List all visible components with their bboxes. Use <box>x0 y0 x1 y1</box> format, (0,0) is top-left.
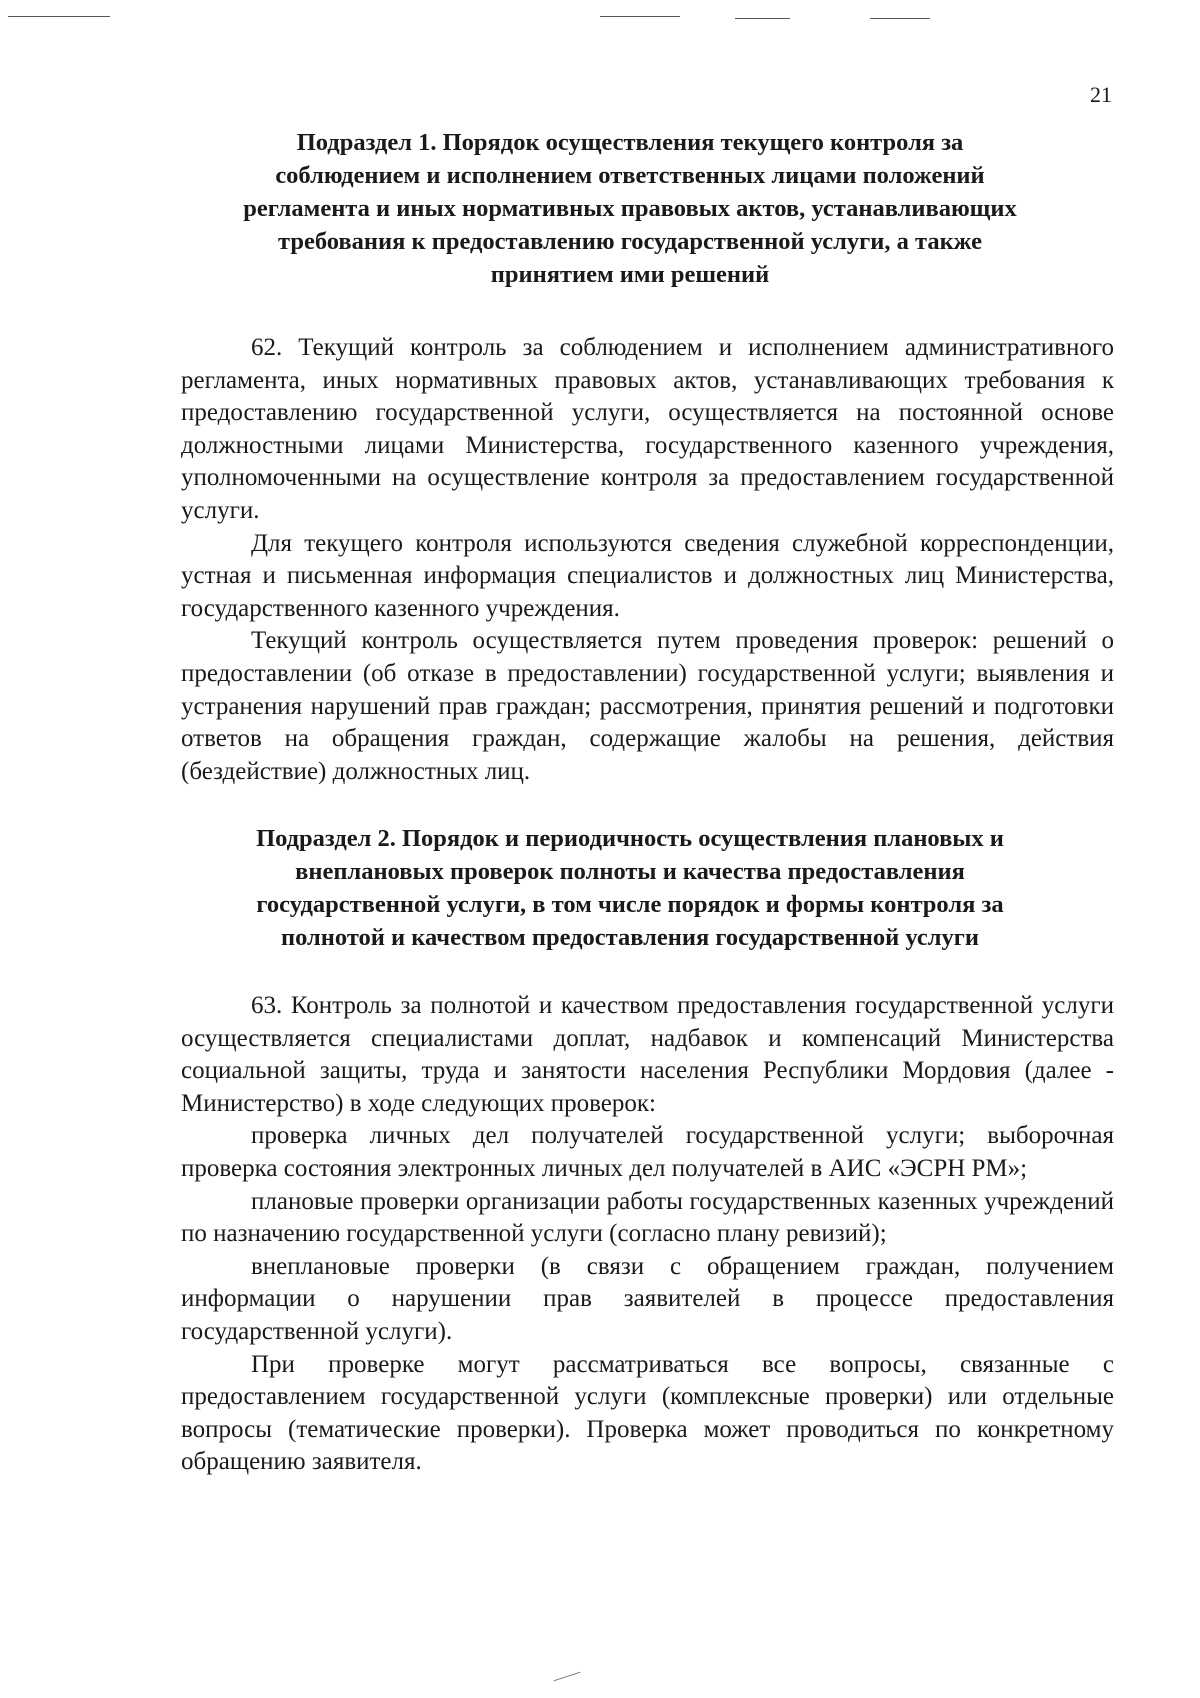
scan-line-mid <box>735 18 790 19</box>
paragraph-current-control-checks: Текущий контроль осуществляется путем проведения проверок: решений о предоставлении (об отказе в предоставлении) государственной услуги; выявления и устранения нарушений прав граждан; рассмотрения, принятия решений и подготовки ответов на обращения граждан, содержащие жалобы на решения, действия (бездействие) должностных лиц. <box>181 627 1114 785</box>
paragraph-planned-checks: плановые проверки организации работы государственных казенных учреждений по назначению государственной услуги (согласно плану ревизий); <box>181 1187 1114 1248</box>
paragraph-current-control-sources: Для текущего контроля используются сведения служебной корреспонденции, устная и письменная информация специалистов и должностных лиц Министерства, государственного казенного учреждения. <box>181 529 1114 622</box>
subsection-1-title-line: Подраздел 1. Порядок осуществления текущего контроля за <box>296 129 964 156</box>
subsection-2-title <box>160 822 1100 954</box>
paragraph-unplanned-checks: внеплановые проверки (в связи с обращением граждан, получением информации о нарушении прав заявителей в процессе предоставления государственной услуги). <box>181 1252 1114 1345</box>
subsection-2-body <box>181 990 1114 1479</box>
scan-mark-bottom <box>554 1672 581 1682</box>
subsection-1-title-line: требования к предоставлению государственной услуги, а также <box>277 228 983 255</box>
paragraph-63: 63. Контроль за полнотой и качеством предоставления государственной услуги осуществляется специалистами доплат, надбавок и компенсаций Министерства социальной защиты, труда и занятости населения Республики Мордовия (далее - Министерство) в ходе следующих проверок: <box>181 992 1114 1117</box>
subsection-1-body <box>181 332 1114 788</box>
subsection-2-title-line: внеплановых проверок полноты и качества предоставления <box>295 858 965 885</box>
scan-line-right <box>870 18 930 19</box>
subsection-1-title-line: соблюдением и исполнением ответственных лицами положений <box>275 162 985 189</box>
subsection-1-title-line: регламента и иных нормативных правовых актов, устанавливающих <box>243 195 1017 222</box>
subsection-1-title <box>160 126 1100 291</box>
scan-line-center <box>600 16 680 17</box>
subsection-2-title-line: государственной услуги, в том числе порядок и формы контроля за <box>256 891 1004 918</box>
paragraph-personal-files-check: проверка личных дел получателей государственной услуги; выборочная проверка состояния электронных личных дел получателей в АИС «ЭСРН РМ»; <box>181 1122 1114 1182</box>
paragraph-62: 62. Текущий контроль за соблюдением и исполнением административного регламента, иных нормативных правовых актов, устанавливающих требования к предоставлению государственной услуги, осуществляется на постоянной основе должностными лицами Министерства, государственного казенного учреждения, уполномоченными на осуществление контроля за предоставлением государственной услуги. <box>181 334 1114 524</box>
scan-line-left <box>8 16 110 17</box>
paragraph-check-scope: При проверке могут рассматриваться все вопросы, связанные с предоставлением государственной услуги (комплексные проверки) или отдельные вопросы (тематические проверки). Проверка может проводиться по конкретному обращению заявителя. <box>181 1350 1114 1476</box>
subsection-2-title-line: Подраздел 2. Порядок и периодичность осуществления плановых и <box>256 825 1004 852</box>
subsection-2-title-line: полнотой и качеством предоставления государственной услуги <box>280 924 980 951</box>
subsection-1-title-line: принятием ими решений <box>490 261 770 288</box>
page-number: 21 <box>1090 82 1112 107</box>
